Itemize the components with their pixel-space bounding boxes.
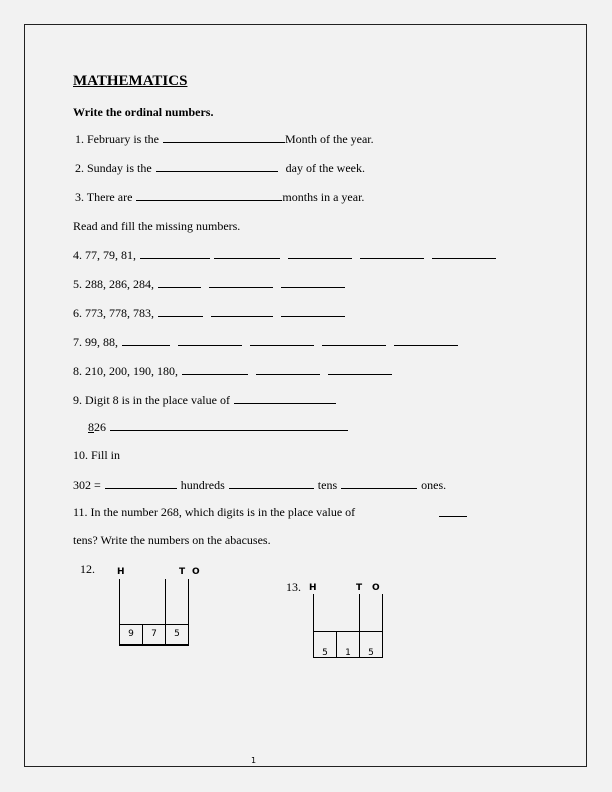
abacus-12-label-hundreds: H (117, 567, 125, 577)
question-6 (73, 305, 345, 320)
page-number: 1 (251, 756, 257, 765)
question-7-text: 7. 99, 88, (73, 335, 118, 349)
question-9-text: 9. Digit 8 is in the place value of (73, 393, 230, 407)
question-4-blank-1[interactable] (140, 247, 210, 259)
question-7-blank-4[interactable] (322, 334, 386, 346)
question-4-blank-2[interactable] (214, 247, 280, 259)
question-9-answer-blank[interactable] (234, 392, 336, 404)
abacus-13-label-tens: T (356, 583, 363, 593)
question-1 (75, 131, 374, 146)
question-7 (73, 334, 458, 349)
question-2-suffix: day of the week. (285, 161, 365, 175)
question-10-tens-blank[interactable] (229, 477, 314, 489)
question-8-text: 8. 210, 200, 190, 180, (73, 364, 178, 378)
question-9-underlined-digit: 8 (88, 420, 94, 434)
question-5-text: 5. 288, 286, 284, (73, 277, 154, 291)
question-5-blank-2[interactable] (209, 276, 273, 288)
question-9-number (88, 419, 348, 434)
question-7-blank-1[interactable] (122, 334, 170, 346)
question-11-line-1: 11. In the number 268, which digits is in the place value of (73, 505, 356, 519)
question-10-ones-label: ones. (421, 478, 447, 492)
abacus-12-cell-tens: 7 (142, 624, 166, 645)
question-5-blank-1[interactable] (158, 276, 201, 288)
page-title: MATHEMATICS (73, 73, 188, 89)
abacus-13-cell-ones: 5 (359, 631, 383, 658)
abacus-13-label-ones: O (372, 583, 380, 593)
question-10-ones-blank[interactable] (341, 477, 417, 489)
question-8-blank-3[interactable] (328, 363, 392, 375)
question-2-answer-blank[interactable] (156, 160, 278, 172)
question-6-blank-3[interactable] (281, 305, 345, 317)
abacus-12-cell-ones: 5 (165, 624, 189, 645)
question-2 (75, 160, 365, 175)
section-instruction-missing-numbers: Read and fill the missing numbers. (73, 219, 241, 233)
question-1-text: 1. February is the (75, 132, 159, 146)
question-3-text: 3. There are (75, 190, 133, 204)
abacus-13-cell-tens: 1 (336, 631, 360, 658)
question-10-hundreds-blank[interactable] (105, 477, 177, 489)
question-4-text: 4. 77, 79, 81, (73, 248, 136, 262)
question-10 (73, 477, 446, 492)
question-9-number-blank[interactable] (110, 419, 348, 431)
question-11-line-2: tens? Write the numbers on the abacuses. (73, 533, 271, 547)
abacus-12-cell-hundreds: 9 (119, 624, 143, 645)
section-instruction-ordinals: Write the ordinal numbers. (73, 105, 214, 119)
question-1-suffix: Month of the year. (284, 132, 374, 146)
question-3-suffix: months in a year. (282, 190, 365, 204)
question-4-blank-3[interactable] (288, 247, 352, 259)
question-2-text: 2. Sunday is the (75, 161, 152, 175)
question-3-answer-blank[interactable] (136, 189, 282, 201)
abacus-13-label-hundreds: H (309, 583, 317, 593)
question-9 (73, 392, 336, 407)
question-8-blank-2[interactable] (256, 363, 320, 375)
question-6-blank-1[interactable] (158, 305, 203, 317)
question-10-title: 10. Fill in (73, 448, 121, 462)
abacus-12-label-ones: O (192, 567, 200, 577)
question-4 (73, 247, 496, 262)
question-10-hundreds-label: hundreds (180, 478, 225, 492)
abacus-12-number: 12. (80, 562, 95, 576)
abacus-12-base (119, 645, 189, 646)
question-5 (73, 276, 345, 291)
question-7-blank-5[interactable] (394, 334, 458, 346)
question-6-blank-2[interactable] (211, 305, 273, 317)
question-10-tens-label: tens (317, 478, 338, 492)
abacus-12-label-tens: T (179, 567, 186, 577)
question-9-number-rest: 26 (94, 420, 106, 434)
question-8 (73, 363, 392, 378)
abacus-13-cell-hundreds: 5 (313, 631, 337, 658)
question-8-blank-1[interactable] (182, 363, 248, 375)
question-1-answer-blank[interactable] (163, 131, 285, 143)
question-5-blank-3[interactable] (281, 276, 345, 288)
question-4-blank-4[interactable] (360, 247, 424, 259)
question-10-lhs: 302 = (73, 478, 101, 492)
question-4-blank-5[interactable] (432, 247, 496, 259)
question-7-blank-3[interactable] (250, 334, 314, 346)
abacus-13-number: 13. (286, 580, 301, 594)
question-6-text: 6. 773, 778, 783, (73, 306, 154, 320)
question-7-blank-2[interactable] (178, 334, 242, 346)
question-3 (75, 189, 364, 204)
question-11-answer-blank[interactable] (439, 505, 467, 517)
